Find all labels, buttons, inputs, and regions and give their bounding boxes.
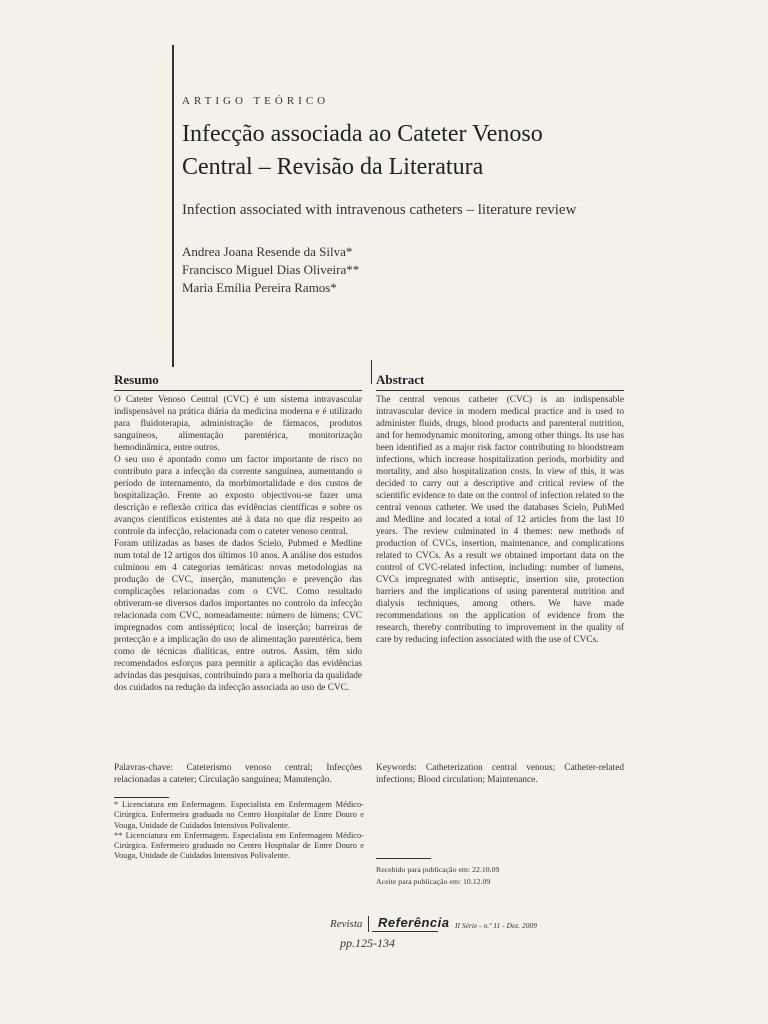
resumo-paragraph: O Cateter Venoso Central (CVC) é um sistema intravascular indispensável na prática diária da medicina moderna e é utilizado para fluidoterapia, administração de fármacos, produtos sanguíneos, alimentação parentérica, monitorização hemodinâmica, entre outros. [114, 395, 362, 453]
journal-logo-underline [372, 931, 438, 932]
article-subtitle: Infection associated with intravenous catheters – literature review [182, 202, 577, 218]
author-name: Andrea Joana Resende da Silva* [182, 244, 353, 259]
title-line-1: Infecção associada ao Cateter Venoso [182, 121, 543, 147]
title-line-2: Central – Revisão da Literatura [182, 154, 484, 180]
footnote: ** Licenciatura em Enfermagem. Especialista em Enfermagem Médico-Cirúrgica. Enfermeiro graduado no Centro Hospitalar de Entre Douro e Vouga, Unidade de Cuidados Intensivos Polivalente. [114, 830, 364, 861]
abstract-paragraph: The central venous catheter (CVC) is an indispensable intravascular device in modern medical practice and is used to administer fluids, drugs, blood products and parenteral nutrition, and for hemodynamic monitoring, among other things. Its use has been identified as a major risk factor contributing to bloodstream infections, which increase hospitalization periods, morbidity and mortality, and also hospitalization costs. In view of this, it was decided to carry out a descriptive and critical review of the scientific evidence to date on the control of infection related to the central venous catheter. We used the databases Scielo, PubMed and Medline and located a total of 12 articles from the last 10 years. The review culminated in 4 themes: new methods of production of CVCs, insertion, maintenance, and complications related to CVCs. As a result we obtained important data on the control of CVC-related infection, including: number of lumens, CVCs impregnated with antiseptic, insertion site, protection barriers and the implications of using parenteral nutrition and dialysis techniques, among others. We have made recommendations on the application of evidence from the research, thereby contributing to improvement in the quality of care by reducing infection associated with the use of CVCs. [376, 395, 624, 645]
page-range: pp.125-134 [340, 936, 395, 950]
received-date: Recebido para publicação em: 22.10.09 [376, 865, 500, 874]
resumo-rule [114, 390, 362, 391]
journal-logo: Referência [378, 915, 450, 930]
resumo-paragraph: O seu uso é apontado como um factor importante de risco no contributo para a infecção da corrente sanguínea, aumentando o período de internamento, da morbimortalidade e dos custos de hospitalização. Frente ao exposto objectivou-se fazer uma descrição e reflexão crítica das evidências científicas e sobre os avanços científicos existentes até à data no que diz respeito ao controle da infecção, relacionada com o cateter venoso central. [114, 455, 362, 537]
abstract-body [376, 394, 624, 646]
abstract-rule [376, 390, 624, 391]
article-title [182, 118, 622, 184]
footnote-rule [114, 797, 169, 798]
author-list [182, 243, 359, 297]
journal-prefix: Revista [330, 918, 363, 930]
author-name: Francisco Miguel Dias Oliveira** [182, 262, 360, 277]
dates-rule [376, 858, 431, 859]
article-type-label: ARTIGO TEÓRICO [182, 95, 330, 107]
palavras-chave: Palavras-chave: Cateterismo venoso central; Infecções relacionadas a cateter; Circulação sanguínea; Manutenção. [114, 763, 362, 785]
journal-logo-bar [368, 916, 369, 932]
resumo-heading: Resumo [114, 372, 159, 387]
author-name: Maria Emília Pereira Ramos* [182, 280, 337, 295]
publication-dates [376, 864, 499, 887]
footnote: * Licenciatura em Enfermagem. Especialista em Enfermagem Médico-Cirúrgica. Enfermeira graduada no Centro Hospitalar de Entre Douro e Vouga, Unidade de Cuidados Intensivos Polivalente. [114, 800, 364, 830]
resumo-body [114, 394, 362, 694]
footnotes [114, 800, 364, 862]
column-divider [371, 360, 372, 384]
resumo-paragraph: Foram utilizadas as bases de dados Scielo, Pubmed e Medline num total de 12 artigos dos últimos 10 anos. A análise dos estudos culminou em 4 categorias temáticas: novas metodologias na produção de CVC, inserção, manutenção e prevenção das complicações relacionadas com o CVC. Como resultado obtiveram-se diversos dados importantes no controlo da infecção relacionada com CVC, nomeadamente: número de lúmens; CVC impregnados com antisséptico; local de inserção; barreiras de protecção e a implicação do uso de alimentação parentérica, bem como de técnicas dialíticas, entre outros. Assim, têm sido recomendados esforços para permitir a aplicação das evidências advindas das pesquisas, contribuindo para a melhoria da qualidade dos cuidados na redução da infecção associada ao uso de CVC. [114, 539, 362, 693]
abstract-heading: Abstract [376, 372, 425, 387]
keywords: Keywords: Catheterization central venous; Catheter-related infections; Blood circulation; Maintenance. [376, 763, 624, 785]
accepted-date: Aceite para publicação em: 10.12.09 [376, 876, 491, 886]
header-vertical-rule [172, 45, 174, 367]
journal-issue: II Série - n.º 11 - Dez. 2009 [455, 921, 537, 930]
